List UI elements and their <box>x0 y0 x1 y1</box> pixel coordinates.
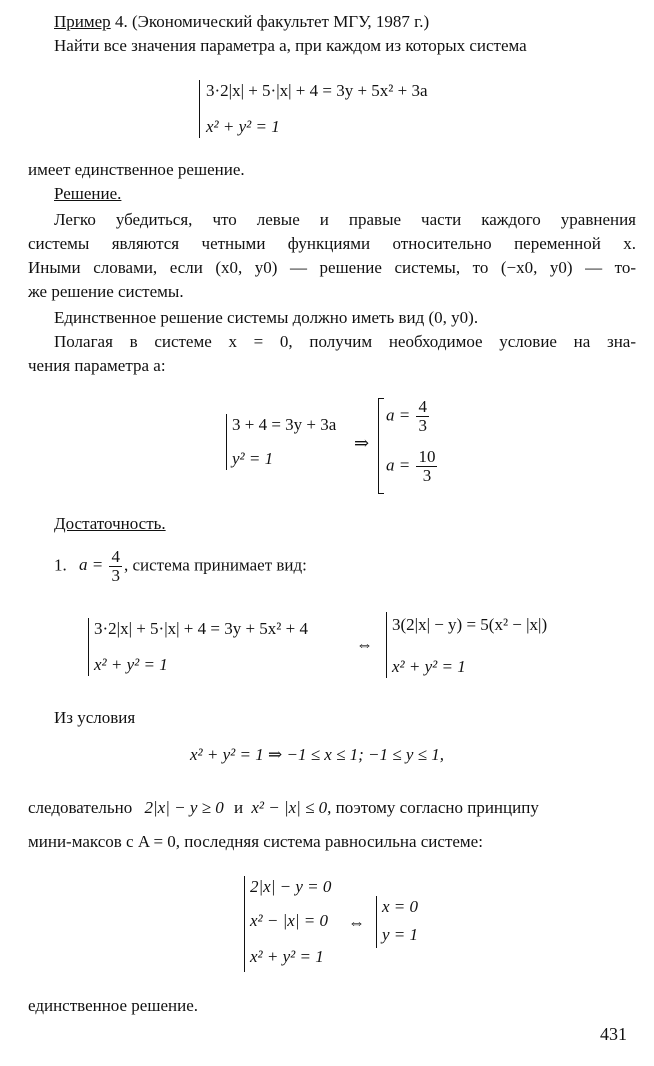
paragraph-2: Единственное решение системы должно иметь вид (0, y0). <box>54 308 479 327</box>
example-source: 4. (Экономический факультет МГУ, 1987 г.) <box>110 12 430 31</box>
paragraph-3-line-2: чения параметра a: <box>28 356 166 375</box>
system2-left-eq2: y² = 1 <box>232 449 274 468</box>
system4-right-eq2: y = 1 <box>382 925 419 944</box>
minimax-line: мини-максов с A = 0, последняя система равносильна системе: <box>28 832 483 851</box>
system-brace <box>244 876 245 972</box>
equivalence-arrow: ⇔ <box>348 913 365 932</box>
example-header <box>54 12 429 32</box>
system-brace <box>386 612 387 678</box>
system3-right-eq1: 3(2|x| − y) = 5(x² − |x|) <box>392 615 548 634</box>
system3-right-eq2: x² + y² = 1 <box>392 657 466 676</box>
paragraph-1-line-3: Иными словами, если (x0, y0) — решение системы, то (−x0, y0) — то- <box>28 258 636 277</box>
solution-heading: Решение. <box>54 184 122 203</box>
sufficiency-heading: Достаточность. <box>54 514 166 533</box>
system3-eq2: x² + y² = 1 <box>94 655 168 674</box>
equivalence-arrow: ⇔ <box>356 635 373 654</box>
system4-eq1: 2|x| − y = 0 <box>250 877 332 896</box>
system4-eq3: x² + y² = 1 <box>250 947 324 966</box>
system-brace <box>199 80 200 138</box>
example-label: Пример <box>54 12 111 31</box>
system4-right-eq1: x = 0 <box>382 897 419 916</box>
system-brace <box>226 414 227 470</box>
system1-eq2: x² + y² = 1 <box>206 117 280 136</box>
paragraph-1-line-1: Легко убедиться, что левые и правые части каждого уравнения <box>54 210 636 229</box>
page-number: 431 <box>600 1024 627 1044</box>
system4-eq2: x² − |x| = 0 <box>250 911 328 930</box>
paragraph-1-line-2: системы являются четными функциями относительно переменной x. <box>28 234 636 253</box>
system-brace <box>376 896 377 948</box>
system2-right-eq2: a = $\frac{10}{3}$ <box>386 447 436 485</box>
system-brace <box>88 618 89 676</box>
implies-arrow: ⇒ <box>354 433 370 453</box>
paragraph-1-line-4: же решение системы. <box>28 282 184 301</box>
case-1-line: 1. a = $\frac{4}{3}$ , система принимает вид: <box>54 547 307 585</box>
system3-eq1: 3·2|x| + 5·|x| + 4 = 3y + 5x² + 4 <box>94 619 308 638</box>
final-text: единственное решение. <box>28 996 198 1015</box>
set-bracket <box>378 398 384 494</box>
unique-solution-text: имеет единственное решение. <box>28 160 245 179</box>
hence-line: следовательно 2|x| − y ≥ 0 и x² − |x| ≤ 0, поэтому согласно принципу <box>28 798 539 817</box>
condition-line: x² + y² = 1 ⇒ −1 ≤ x ≤ 1; −1 ≤ y ≤ 1, <box>190 745 444 764</box>
problem-statement: Найти все значения параметра a, при каждом из которых система <box>54 36 527 55</box>
system1-eq1: 3·2|x| + 5·|x| + 4 = 3y + 5x² + 3a <box>206 81 428 100</box>
system2-right-eq1: a = $\frac{4}{3}$ <box>386 397 427 435</box>
from-condition-text: Из условия <box>54 708 136 727</box>
paragraph-3-line-1: Полагая в системе x = 0, получим необходимое условие на зна- <box>54 332 636 351</box>
system2-left-eq1: 3 + 4 = 3y + 3a <box>232 415 337 434</box>
